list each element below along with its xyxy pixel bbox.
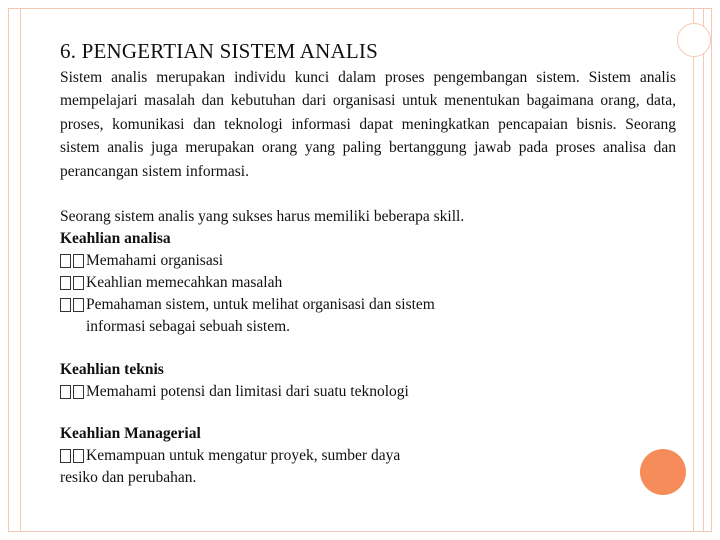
bullet-box-icon bbox=[73, 449, 84, 463]
list-item: Memahami organisasi bbox=[60, 250, 464, 272]
right-rail-line-outer bbox=[703, 8, 704, 532]
bullet-box-icon bbox=[73, 298, 84, 312]
right-rail-line-inner bbox=[693, 8, 694, 532]
skills-section bbox=[60, 206, 464, 338]
managerial-section bbox=[60, 423, 400, 489]
bullet-box-icon bbox=[60, 385, 71, 399]
bullet-box-icon bbox=[60, 449, 71, 463]
ring-ornament-icon bbox=[677, 23, 711, 57]
list-item: Keahlian memecahkan masalah bbox=[60, 272, 464, 294]
bullet-box-icon bbox=[60, 254, 71, 268]
skills-intro: Seorang sistem analis yang sukses harus memiliki beberapa skill. bbox=[60, 208, 465, 225]
technical-heading: Keahlian teknis bbox=[60, 361, 164, 378]
managerial-heading: Keahlian Managerial bbox=[60, 425, 201, 442]
list-item: Kemampuan untuk mengatur proyek, sumber daya bbox=[60, 445, 400, 467]
list-item: Pemahaman sistem, untuk melihat organisasi dan sistem bbox=[60, 294, 464, 316]
left-rail-line bbox=[20, 8, 21, 532]
list-item-continuation: informasi sebagai sebuah sistem. bbox=[86, 318, 291, 335]
bullet-box-icon bbox=[60, 276, 71, 290]
list-item: Memahami potensi dan limitasi dari suatu teknologi bbox=[60, 381, 409, 403]
slide-title: 6. PENGERTIAN SISTEM ANALIS bbox=[60, 39, 378, 63]
intro-paragraph: Sistem analis merupakan individu kunci dalam proses pengembangan sistem. Sistem analis mempelajari masalah dan kebutuhan dari organisasi untuk menentukan bagaimana orang, data, proses, komunikasi dan teknologi informasi dapat meningkatkan pencapaian bisnis. Seorang sistem analis juga merupakan orang yang paling bertanggung jawab pada proses analisa dan perancangan sistem informasi. bbox=[60, 69, 676, 180]
bullet-box-icon bbox=[60, 298, 71, 312]
analysis-heading: Keahlian analisa bbox=[60, 230, 171, 247]
technical-section bbox=[60, 359, 409, 403]
list-item-continuation: resiko dan perubahan. bbox=[60, 469, 197, 486]
bullet-box-icon bbox=[73, 254, 84, 268]
bullet-box-icon bbox=[73, 276, 84, 290]
accent-circle-icon bbox=[640, 449, 686, 495]
bullet-box-icon bbox=[73, 385, 84, 399]
